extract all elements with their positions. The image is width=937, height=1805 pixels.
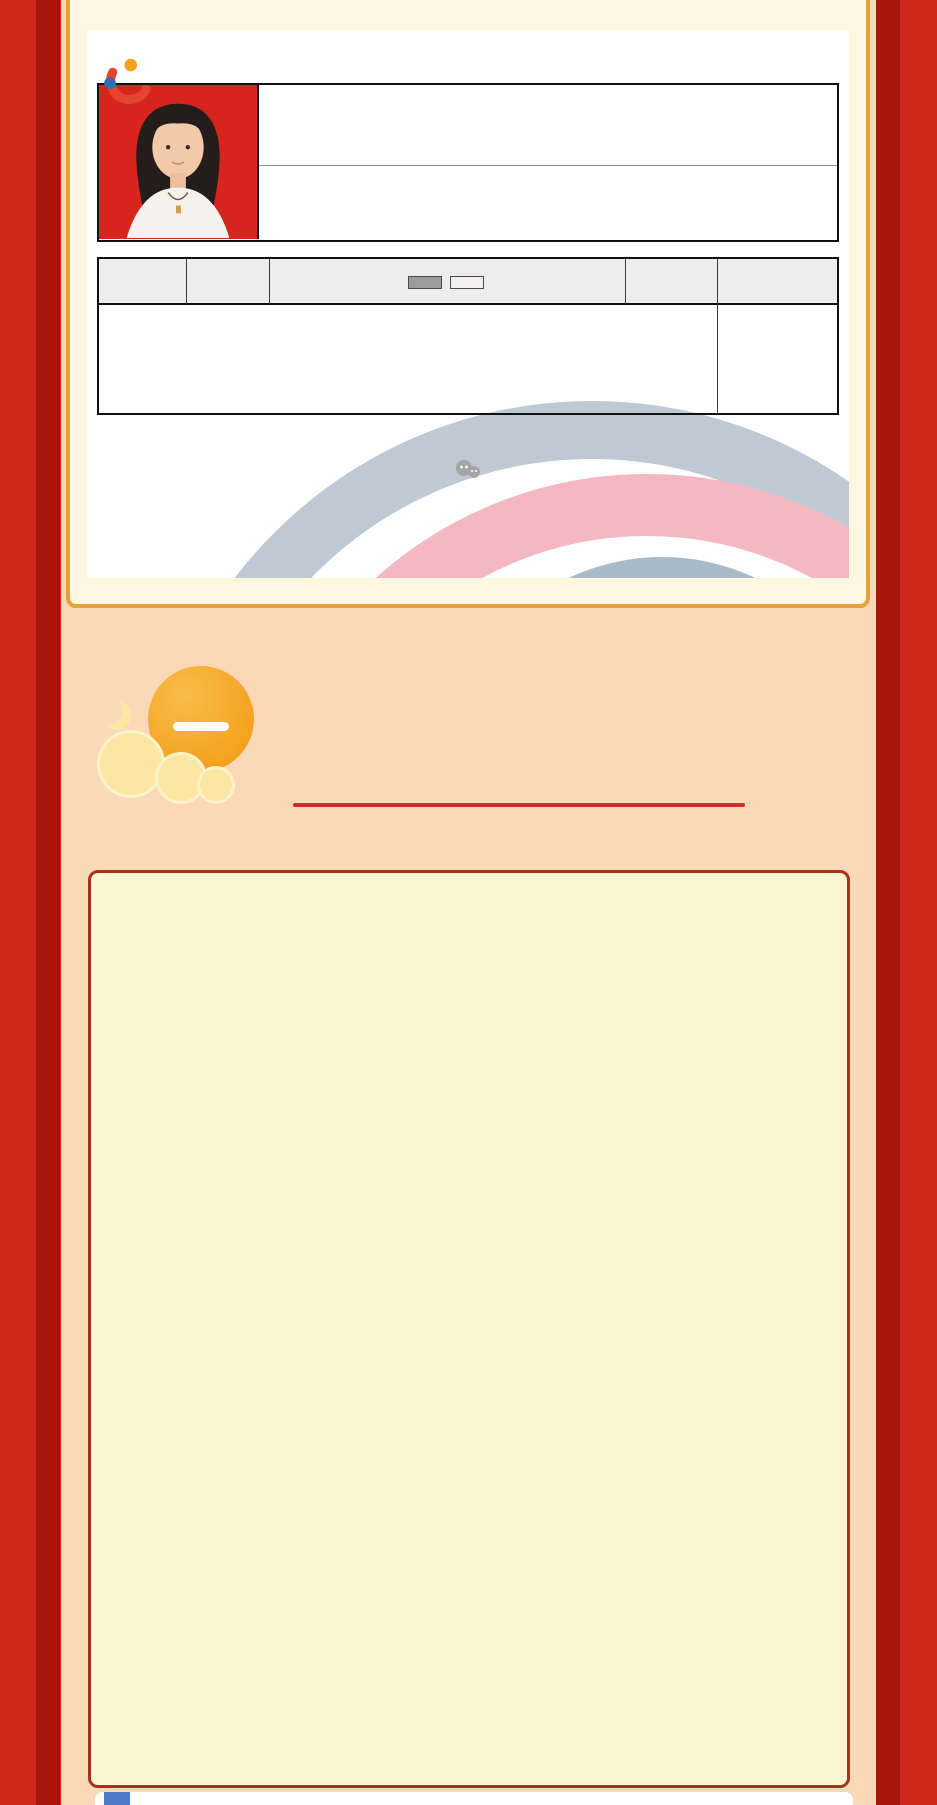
crescent-decoration: [101, 700, 131, 730]
info-grid-bottom: [259, 166, 837, 240]
test-taker-info-table: [97, 83, 839, 242]
cloud-decoration: [97, 730, 165, 798]
level-cell: [718, 305, 837, 413]
info-grid-top: [259, 85, 837, 166]
score-report-card: [66, 0, 870, 608]
message-card: [88, 870, 850, 1788]
wechat-official-account-icon: [455, 460, 481, 480]
content-column: [61, 0, 876, 1805]
average-legend-swatch: [450, 276, 484, 289]
bar-legend: [408, 276, 488, 289]
topik-logo: [101, 56, 160, 112]
your-score-legend-swatch: [408, 276, 442, 289]
section-title-underline: [293, 803, 745, 807]
score-report: [87, 30, 849, 578]
page-side-shade-left: [36, 0, 60, 1805]
page-side-shade-right: [876, 0, 900, 1805]
wechat-account-watermark: [455, 460, 487, 480]
result-header-level: [718, 259, 837, 305]
result-header-section: [99, 259, 187, 305]
test-result-table: [97, 257, 839, 415]
report-title-block: [87, 30, 849, 68]
next-card-blue-block: [104, 1792, 130, 1805]
total-score-cell: [626, 305, 718, 413]
next-card-preview: [95, 1792, 853, 1805]
cloud-decoration: [197, 766, 235, 804]
result-header-bars-legend: [270, 259, 626, 305]
badge-number-one: [173, 722, 229, 731]
info-grids: [259, 85, 837, 240]
result-header-score: [187, 259, 270, 305]
result-header-total: [626, 259, 718, 305]
topik-swirl-icon: [101, 56, 155, 112]
